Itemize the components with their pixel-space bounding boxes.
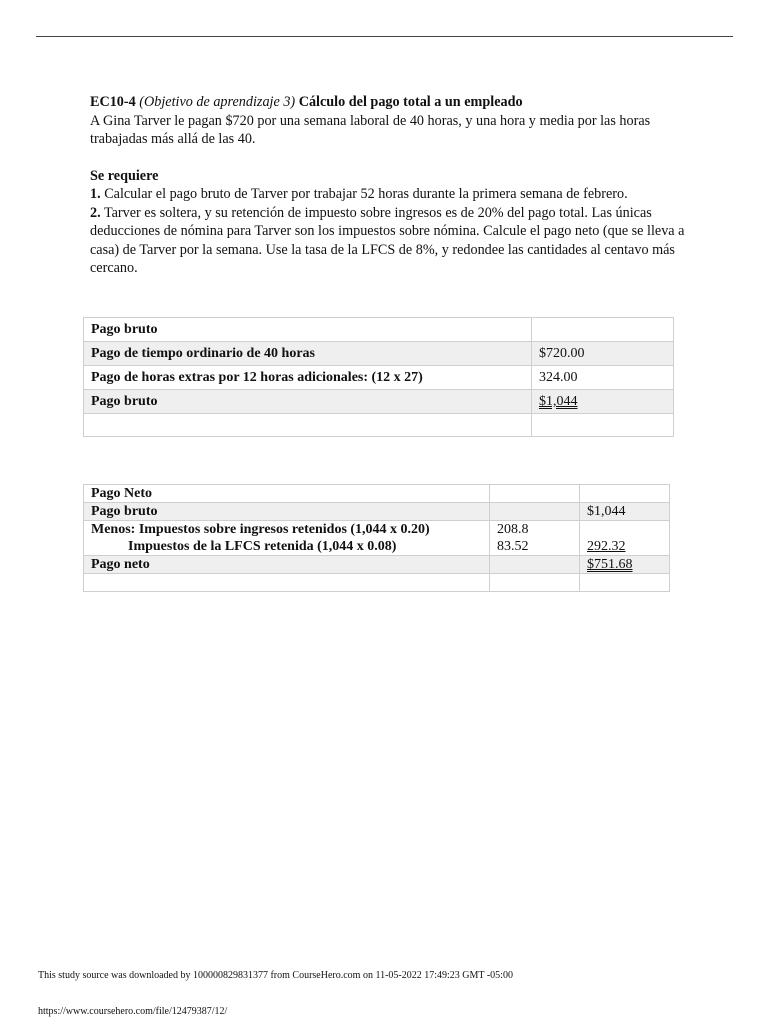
table-cell-right: $1,044 [580, 503, 670, 521]
requirement-number: 2. [90, 204, 101, 221]
table-cell-value: 324.00 [532, 366, 674, 390]
table-cell-right [580, 574, 670, 592]
table-cell-label: Pago de tiempo ordinario de 40 horas [84, 342, 532, 366]
exercise-title: Cálculo del pago total a un empleado [298, 94, 523, 110]
table-cell-label: Pago neto [84, 556, 490, 574]
requirement-item-1 [90, 185, 690, 204]
table-cell-right [580, 556, 670, 574]
table-cell-label [84, 414, 532, 437]
table-row [84, 366, 674, 390]
table-cell-right [580, 485, 670, 503]
table-row [84, 485, 670, 503]
table-cell-mid [490, 574, 580, 592]
table-cell-mid [490, 556, 580, 574]
table-cell-label: Pago bruto [84, 503, 490, 521]
table-cell-value [532, 414, 674, 437]
table-row [84, 414, 674, 437]
requirements-heading: Se requiere [90, 167, 159, 184]
table-cell-label [84, 521, 490, 556]
table-row [84, 318, 674, 342]
table-row [84, 390, 674, 414]
gross-pay-table [83, 317, 674, 437]
exercise-heading [90, 93, 690, 112]
exercise-objective: (Objetivo de aprendizaje 3) [139, 94, 296, 110]
table-cell-value [532, 318, 674, 342]
table-cell-label: Pago bruto [84, 390, 532, 414]
table-cell-label: Pago bruto [84, 318, 532, 342]
exercise-content [90, 93, 690, 278]
requirement-text: Calcular el pago bruto de Tarver por trabajar 52 horas durante la primera semana de febrero. [104, 186, 628, 202]
table-cell-mid [490, 485, 580, 503]
requirement-number: 1. [90, 186, 101, 202]
income-tax-amount: 208.8 [497, 522, 529, 537]
requirement-text: Tarver es soltera, y su retención de impuesto sobre ingresos es de 20% del pago total. Las únicas deducciones de nómina para Tarver son los impuestos sobre nómina. Calcule el pago neto (que se lleva a casa) de Tarver por la semana. Use la tasa de la LFCS de 8%, y redondee las cantidades al centavo más cercano. [90, 204, 685, 276]
table-row [84, 342, 674, 366]
gross-pay-total: $1,044 [539, 394, 578, 409]
lfcs-tax-amount: 83.52 [497, 539, 529, 554]
table-row [84, 556, 670, 574]
table-row [84, 574, 670, 592]
table-cell-right [580, 521, 670, 556]
exercise-statement: A Gina Tarver le pagan $720 por una semana laboral de 40 horas, y una hora y media por las horas trabajadas más allá de las 40. [90, 112, 651, 147]
top-rule [36, 36, 733, 37]
table-cell-label: Pago Neto [84, 485, 490, 503]
table-cell-mid [490, 521, 580, 556]
requirement-item-2 [90, 204, 690, 278]
table-row [84, 521, 670, 556]
download-notice: This study source was downloaded by 100000829831377 from CourseHero.com on 11-05-2022 17:49:23 GMT -05:00 [38, 970, 513, 981]
table-cell-value: $720.00 [532, 342, 674, 366]
total-withholding: 292.32 [587, 539, 626, 554]
net-pay-table [83, 484, 670, 592]
withholding-income-tax-label: Menos: Impuestos sobre ingresos retenidos (1,044 x 0.20) [91, 522, 430, 537]
table-cell-value [532, 390, 674, 414]
table-row [84, 503, 670, 521]
table-cell-label: Pago de horas extras por 12 horas adicionales: (12 x 27) [84, 366, 532, 390]
source-url-link[interactable]: https://www.coursehero.com/file/12479387/12/ [38, 1006, 228, 1017]
net-pay-total: $751.68 [587, 557, 633, 572]
table-cell-label [84, 574, 490, 592]
table-cell-mid [490, 503, 580, 521]
exercise-code: EC10-4 [90, 94, 136, 110]
withholding-lfcs-label: Impuestos de la LFCS retenida (1,044 x 0.08) [128, 539, 397, 554]
